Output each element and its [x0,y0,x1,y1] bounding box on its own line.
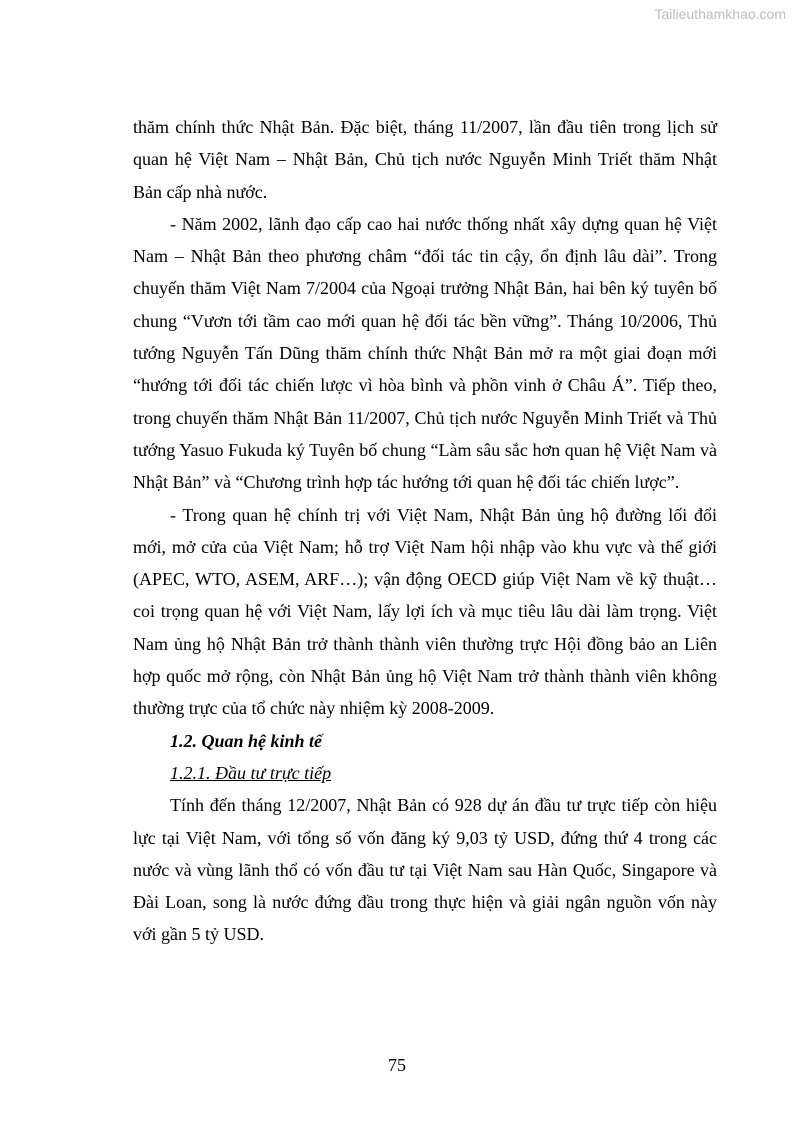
document-body [133,111,717,951]
page-number: 75 [388,1055,406,1075]
paragraph-continuation: thăm chính thức Nhật Bản. Đặc biệt, tháng 11/2007, lần đầu tiên trong lịch sử quan hệ Việt Nam – Nhật Bản, Chủ tịch nước Nguyễn Minh Triết thăm Nhật Bản cấp nhà nước. [133,117,717,202]
paragraph-direct-investment: Tính đến tháng 12/2007, Nhật Bản có 928 dự án đầu tư trực tiếp còn hiệu lực tại Việt Nam, với tổng số vốn đăng ký 9,03 tỷ USD, đứng thứ 4 trong các nước và vùng lãnh thổ có vốn đầu tư tại Việt Nam sau Hàn Quốc, Singapore và Đài Loan, song là nước đứng đầu trong thực hiện và giải ngân nguồn vốn này với gần 5 tỷ USD. [133,795,717,945]
watermark-text: Tailieuthamkhao.com [654,6,786,22]
subsection-heading: 1.2.1. Đầu tư trực tiếp [170,762,332,783]
paragraph-political-relations: - Trong quan hệ chính trị với Việt Nam, Nhật Bản ủng hộ đường lối đổi mới, mở cửa của Việt Nam; hỗ trợ Việt Nam hội nhập vào khu vực và thế giới (APEC, WTO, ASEM, ARF…); vận động OECD giúp Việt Nam về kỹ thuật… coi trọng quan hệ với Việt Nam, lấy lợi ích và mục tiêu lâu dài làm trọng. Việt Nam ủng hộ Nhật Bản trở thành thành viên thường trực Hội đồng bảo an Liên hợp quốc mở rộng, còn Nhật Bản ủng hộ Việt Nam trở thành thành viên không thường trực của tổ chức này nhiệm kỳ 2008-2009. [133,504,717,719]
section-heading: 1.2. Quan hệ kinh tế [170,730,323,751]
paragraph-leadership-2002: - Năm 2002, lãnh đạo cấp cao hai nước thống nhất xây dựng quan hệ Việt Nam – Nhật Bản theo phương châm “đối tác tin cậy, ổn định lâu dài”. Trong chuyến thăm Việt Nam 7/2004 của Ngoại trưởng Nhật Bản, hai bên ký tuyên bố chung “Vươn tới tầm cao mới quan hệ đối tác bền vững”. Tháng 10/2006, Thủ tướng Nguyễn Tấn Dũng thăm chính thức Nhật Bản mở ra một giai đoạn mới “hướng tới đối tác chiến lược vì hòa bình và phồn vinh ở Châu Á”. Tiếp theo, trong chuyến thăm Nhật Bản 11/2007, Chủ tịch nước Nguyễn Minh Triết và Thủ tướng Yasuo Fukuda ký Tuyên bố chung “Làm sâu sắc hơn quan hệ Việt Nam và Nhật Bản” và “Chương trình hợp tác hướng tới quan hệ đối tác chiến lược”. [133,213,717,493]
